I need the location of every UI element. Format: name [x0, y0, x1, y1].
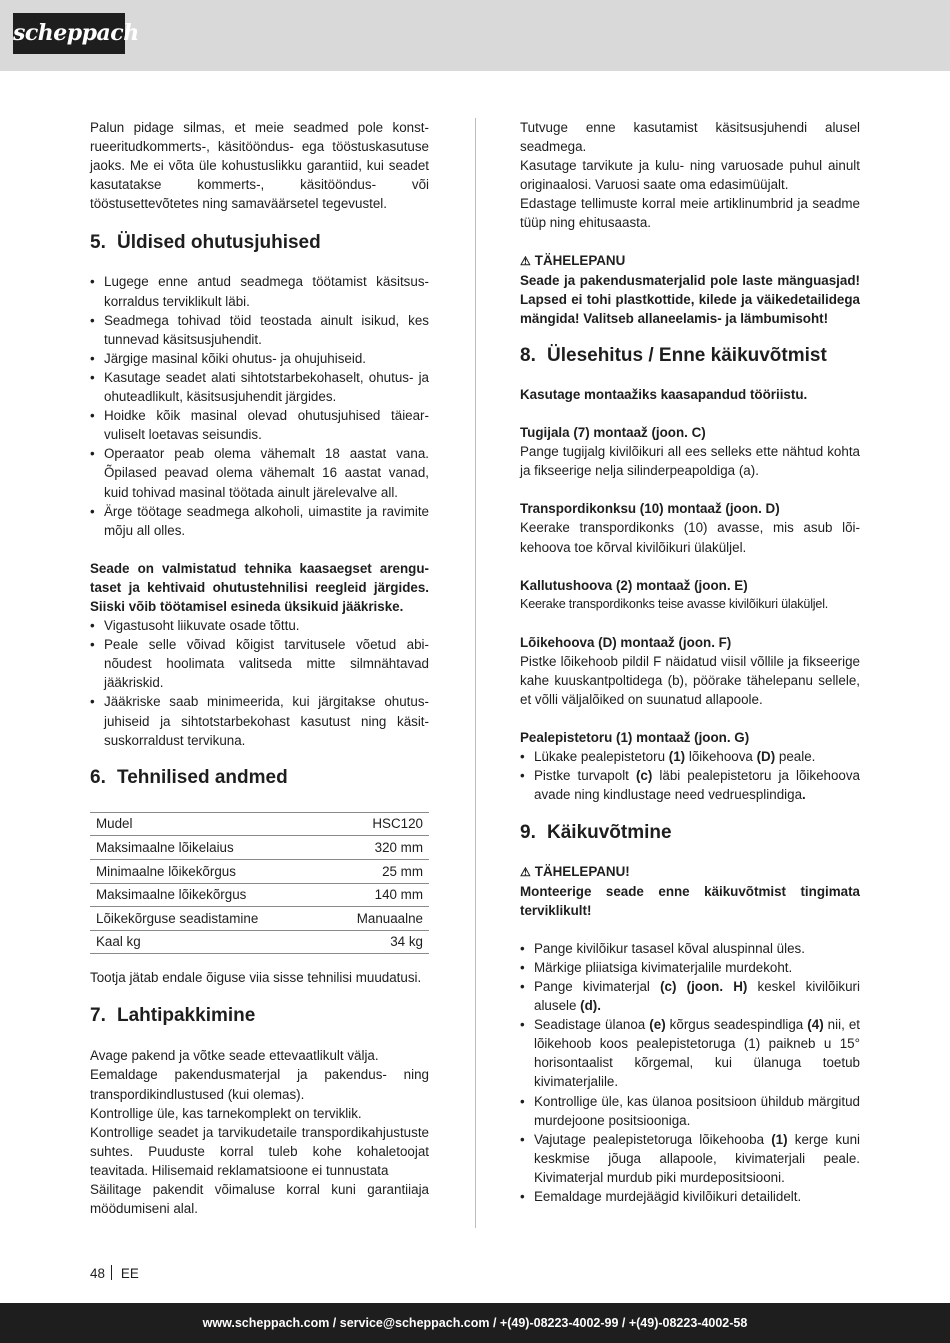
paragraph: Tutvuge enne kasutamist käsitsusjuhendi alusel seadmega.: [520, 120, 860, 155]
unpacking-text: [90, 1046, 429, 1218]
paragraph: Kontrollige üle, kas tarnekomplekt on terviklik.: [90, 1105, 362, 1121]
step-g-list: [520, 747, 860, 804]
page-number: 48 EE: [90, 1266, 139, 1281]
contact-line: www.scheppach.com / service@scheppach.com / +(49)-08223-4002-99 / +(49)-08223-4002-58: [202, 1316, 748, 1330]
paragraph: Edastage tellimuste korral meie artiklinumbrid ja seadme tüüp ning ehitusaasta.: [520, 196, 860, 231]
page-footer: [0, 1303, 950, 1343]
scheppach-logo: scheppach: [13, 13, 125, 54]
list-item: • Vajutage pealepistetoruga lõikehooba (1) kerge kuni keskmise jõuga allapoole, kivimaterjali peale. Kivimaterjal murdub piki murdepositsiooni.: [520, 1130, 860, 1187]
section-5-heading: 5. Üldised ohutusjuhised: [90, 232, 321, 254]
warning-2-text: Monteerige seade enne käikuvõtmist tingimata terviklikult!: [520, 883, 860, 918]
list-item: • Pange kivimaterjal (c) (joon. H) keskel kivilõikuri alusele (d).: [520, 977, 860, 1015]
list-item: • Pange kivilõikur tasasel kõval aluspinnal üles.: [520, 939, 860, 958]
list-item: • Seadistage ülanoa (e) kõrgus seadespindliga (4) nii, et lõikehoob koos pealepistetoruga (1) paikneb u 15° horisontaalist kõrgemal, kui ülanuga toetub kivimaterjalile.: [520, 1015, 860, 1091]
list-item: • Pistke turvapolt (c) läbi pealepistetoru ja lõikehoova avade ning kindlustage need vedruesplindiga.: [520, 766, 860, 804]
step-f-text: Pistke lõikehoob pildil F näidatud viisil võllile ja fikseerige kahe kuuskantpoltidega (b), pöörake tähelepanu sellele, et võlli väljalõiked on suunatud allapoole.: [520, 653, 860, 708]
commissioning-list: [520, 939, 860, 1206]
page-separator: [111, 1265, 112, 1280]
step-g-heading: Pealepistetoru (1) montaaž (joon. G): [520, 730, 750, 746]
step-d-heading: Transpordikonksu (10) montaaž (joon. D): [520, 501, 780, 517]
paragraph: Säilitage pakendit võimaluse korral kuni garantiiaja möödumiseni alal.: [90, 1182, 429, 1217]
column-divider: [475, 118, 476, 1228]
warning-1-text: Seade ja pakendusmaterjalid pole laste mänguasjad! Lapsed ei tohi plastkottide, kilede ja väikedetailidega mängida! Valitseb allaneelamis- ja lämbumisoht!: [520, 272, 860, 326]
assembly-lead: Kasutage montaažiks kaasapandud tööriistu.: [520, 386, 808, 402]
paragraph: Avage pakend ja võtke seade ettevaatlikult välja.: [90, 1048, 379, 1064]
step-e-text: Keerake transpordikonks teise avasse kivilõikuri ülaküljel.: [520, 596, 829, 611]
list-item: • Ärge töötage seadmega alkoholi, uimastite ja ravimite mõju all olles.: [90, 502, 429, 540]
list-item: • Hoidke kõik masinal olevad ohutusjuhised täiearvuliselt loetavas seisundis.: [90, 406, 429, 444]
residual-risk-list: [90, 616, 429, 750]
list-item: • Märkige pliiatsiga kivimaterjalile murdekoht.: [520, 958, 860, 977]
intro-paragraph: Palun pidage silmas, et meie seadmed pole konstrueeritudkommerts-, käsitööndus- ega tööstuskasutuse jaoks. Me ei võta üle kohustuslikku garantiid, kui seadet kasutatakse kommerts-, käsitööndus- või tööstusettevõtetes ning samaväärsetel tegevustel.: [90, 120, 429, 212]
paragraph: Eemaldage pakendusmaterjal ja pakendus- ning transpordikindlustused (kui olemas).: [90, 1067, 429, 1102]
list-item: • Vigastusoht liikuvate osade tõttu.: [90, 616, 429, 635]
list-item: • Operaator peab olema vähemalt 18 aastat vana. Õpilased peavad olema vähemalt 16 aastat vanad, kuid tohivad masinal töötada ainult järelevalve all.: [90, 444, 429, 501]
list-item: • Lükake pealepistetoru (1) lõikehoova (D) peale.: [520, 747, 860, 766]
list-item: • Eemaldage murdejäägid kivilõikuri detailidelt.: [520, 1187, 860, 1206]
section-6-heading: 6. Tehnilised andmed: [90, 766, 288, 788]
paragraph: Kasutage tarvikute ja kulu- ning varuosade puhul ainult originaalosi. Varuosi saate oma edasimüüjalt.: [520, 158, 860, 193]
residual-risk-note: Seade on valmistatud tehnika kaasaegset arengutaset ja kehtivaid ohutustehnilisi reegleid järgides. Siiski võib töötamisel esineda üksikuid jääkriske.: [90, 560, 429, 614]
warning-icon: ⚠: [520, 864, 531, 879]
technical-data-table: [90, 812, 429, 955]
warning-2-title: ⚠ TÄHELEPANU!: [520, 862, 860, 882]
safety-list: [90, 272, 429, 539]
table-row: Lõikekõrguse seadistamine Manuaalne: [90, 907, 429, 931]
list-item: • Seadmega tohivad töid teostada ainult isikud, kes tunnevad käsitsusjuhendit.: [90, 311, 429, 349]
left-column: [90, 118, 429, 1218]
section-8-heading: 8. Ülesehitus / Enne käikuvõtmist: [520, 344, 827, 366]
warning-icon: ⚠: [520, 253, 531, 268]
list-item: • Kasutage seadet alati sihtotstarbekohaselt, ohutus- ja ohuteadlikult, käsitsusjuhendit järgides.: [90, 368, 429, 406]
list-item: • Lugege enne antud seadmega töötamist käsitsuskorraldus terviklikult läbi.: [90, 272, 429, 310]
step-d-text: Keerake transpordikonks (10) avasse, mis asub lõikehoova toe kõrval kivilõikuri ülaküljel.: [520, 520, 860, 555]
step-c-heading: Tugijala (7) montaaž (joon. C): [520, 425, 706, 441]
list-item: • Kontrollige üle, kas ülanoa positsioon ühildub märgitud murdejoone positsiooniga.: [520, 1092, 860, 1130]
list-item: • Järgige masinal kõiki ohutus- ja ohujuhiseid.: [90, 349, 429, 368]
table-row: Mudel HSC120: [90, 812, 429, 836]
step-e-heading: Kallutushoova (2) montaaž (joon. E): [520, 577, 748, 593]
section-9-heading: 9. Käikuvõtmine: [520, 821, 672, 843]
list-item: • Jääkriske saab minimeerida, kui järgitakse ohutusjuhiseid ja sihtotstarbekohast kasutust ning käsitsuskorraldust tervikuna.: [90, 692, 429, 749]
table-row: Kaal kg 34 kg: [90, 930, 429, 954]
spec-note: Tootja jätab endale õiguse viia sisse tehnilisi muudatusi.: [90, 970, 422, 986]
warning-1-title: ⚠ TÄHELEPANU: [520, 251, 860, 271]
page-header: [0, 0, 950, 71]
right-column: [520, 118, 860, 1206]
step-f-heading: Lõikehoova (D) montaaž (joon. F): [520, 634, 732, 650]
step-c-text: Pange tugijalg kivilõikuri all ees selleks ette nähtud kohta ja fikseerige nelja silinderpeapoldiga (a).: [520, 444, 860, 479]
paragraph: Kontrollige seadet ja tarvikudetaile transpordikahjustuste suhtes. Puuduste korral tuleb kohe kohaletoojat teavitada. Hilisemaid reklamatsioone ei tunnustata: [90, 1124, 429, 1178]
table-row: Minimaalne lõikekõrgus 25 mm: [90, 859, 429, 883]
section-7-heading: 7. Lahtipakkimine: [90, 1005, 256, 1027]
list-item: • Peale selle võivad kõigist tarvitusele võetud abinõudest hoolimata valitseda mitte silmnähtavad jääkriskid.: [90, 635, 429, 692]
table-row: Maksimaalne lõikelaius 320 mm: [90, 836, 429, 860]
table-row: Maksimaalne lõikekõrgus 140 mm: [90, 883, 429, 907]
